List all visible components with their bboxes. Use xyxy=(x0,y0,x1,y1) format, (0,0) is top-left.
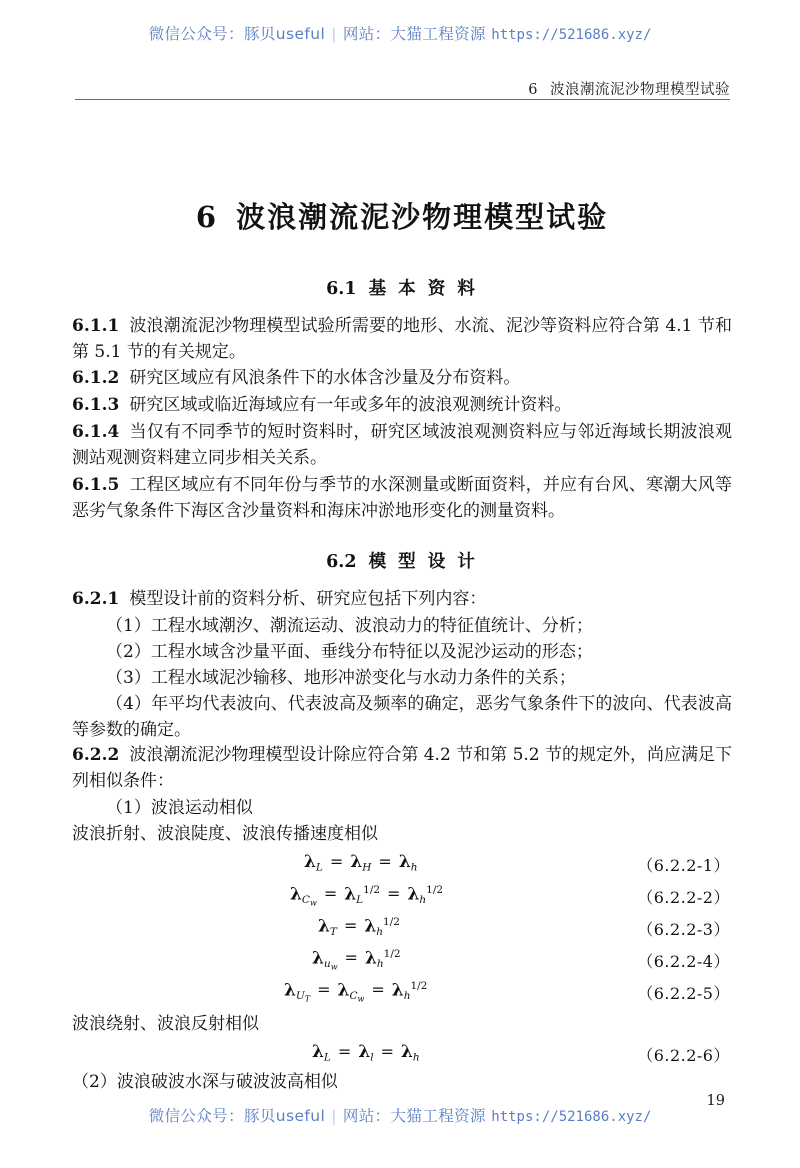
clause-6-1-4 xyxy=(72,420,732,472)
section-name-6-2: 模 型 设 计 xyxy=(368,552,478,573)
formula-6-2-2-2 xyxy=(72,880,732,912)
formula-number-6-2-2-1: （6.2.2-1） xyxy=(637,855,730,875)
section-name-6-1: 基 本 资 料 xyxy=(368,278,478,299)
formula-6-2-2-6 xyxy=(72,1038,732,1070)
clause-text-6-1-2: 研究区域应有风浪条件下的水体含沙量及分布资料。 xyxy=(129,368,521,389)
watermark-bottom xyxy=(0,1104,800,1126)
formula-number-6-2-2-4: （6.2.2-4） xyxy=(637,951,730,971)
watermark-site-label: 网站：大猫工程资源 xyxy=(342,1107,486,1125)
chapter-title-text: 波浪潮流泥沙物理模型试验 xyxy=(236,200,609,234)
watermark-site-label: 网站：大猫工程资源 xyxy=(342,25,486,43)
formula-number-6-2-2-5: （6.2.2-5） xyxy=(637,983,730,1003)
page-number: 19 xyxy=(706,1093,725,1109)
clause-6-1-1 xyxy=(72,314,732,366)
running-header-number: 6 xyxy=(528,82,538,98)
clause-number-6-1-1: 6.1.1 xyxy=(72,315,120,336)
clause-number-6-2-1: 6.2.1 xyxy=(72,589,120,610)
clause-6-1-5 xyxy=(72,473,732,525)
watermark-url: https://521686.xyz/ xyxy=(491,27,652,43)
section-number-6-1: 6.1 xyxy=(326,278,357,299)
clause-text-6-1-4: 当仅有不同季节的短时资料时，研究区域波浪观测资料应与邻近海域长期波浪观测站观测资料建立同步相关关系。 xyxy=(72,422,732,468)
clause-number-6-1-4: 6.1.4 xyxy=(72,422,120,443)
clause-6-2-2 xyxy=(72,743,732,795)
formula-6-2-2-5-body: $\lambda_{U_T} = \lambda_{C_w} = \lambda_h^{1/2}$ xyxy=(284,979,428,1003)
formula-6-2-2-4 xyxy=(72,944,732,976)
list-item: （3）工程水域泥沙输移、地形冲淤变化与水动力条件的关系； xyxy=(106,667,576,688)
chapter-number: 6 xyxy=(195,200,217,234)
clause-number-6-1-2: 6.1.2 xyxy=(72,368,120,389)
formula-6-2-2-1-body: $\lambda_L = \lambda_H = \lambda_h$ xyxy=(304,851,418,874)
clause-6-1-3 xyxy=(72,393,732,419)
subitem-2-label: （2）波浪破波水深与破波波高相似 xyxy=(72,1071,338,1092)
watermark-wechat-label: 微信公众号：豚贝useful xyxy=(148,1107,326,1125)
watermark-top xyxy=(0,22,800,44)
watermark-separator: | xyxy=(331,25,337,43)
chapter-title xyxy=(72,200,732,235)
clause-number-6-1-3: 6.1.3 xyxy=(72,395,120,416)
subitem-1-description: 波浪折射、波浪陡度、波浪传播速度相似 xyxy=(72,823,378,844)
formula-6-2-2-5 xyxy=(72,976,732,1008)
subitem-1-label: （1）波浪运动相似 xyxy=(106,798,253,819)
clause-6-2-1 xyxy=(72,587,732,613)
subitem-1-description-2: 波浪绕射、波浪反射相似 xyxy=(72,1013,259,1034)
clause-number-6-2-2: 6.2.2 xyxy=(72,745,120,766)
running-header-title: 波浪潮流泥沙物理模型试验 xyxy=(550,82,730,98)
watermark-separator: | xyxy=(331,1107,337,1125)
section-title-6-1 xyxy=(72,275,732,300)
watermark-wechat-label: 微信公众号：豚贝useful xyxy=(148,25,326,43)
header-rule xyxy=(75,99,730,100)
section-title-6-2 xyxy=(72,548,732,573)
formula-6-2-2-6-body: $\lambda_L = \lambda_l = \lambda_h$ xyxy=(312,1041,420,1063)
formula-number-6-2-2-2: （6.2.2-2） xyxy=(637,887,730,907)
list-item: （2）工程水域含沙量平面、垂线分布特征以及泥沙运动的形态； xyxy=(106,642,593,663)
list-item: （4）年平均代表波向、代表波高及频率的确定，恶劣气象条件下的波向、代表波高等参数的确定。 xyxy=(72,693,732,740)
section-number-6-2: 6.2 xyxy=(326,552,357,573)
watermark-url: https://521686.xyz/ xyxy=(491,1109,652,1125)
clause-6-1-2 xyxy=(72,366,732,392)
running-header xyxy=(75,78,730,99)
formula-6-2-2-2-body: $\lambda_{C_w} = \lambda_L^{1/2} = \lambda_h^{1/2}$ xyxy=(290,883,444,907)
clause-text-6-1-5: 工程区域应有不同年份与季节的水深测量或断面资料，并应有台风、寒潮大风等恶劣气象条件下海区含沙量资料和海床冲淤地形变化的测量资料。 xyxy=(72,474,732,521)
formula-6-2-2-1 xyxy=(72,848,732,880)
formula-6-2-2-3-body: $\lambda_T = \lambda_h^{1/2}$ xyxy=(318,915,400,938)
formula-number-6-2-2-6: （6.2.2-6） xyxy=(637,1045,730,1065)
list-item: （1）工程水域潮汐、潮流运动、波浪动力的特征值统计、分析； xyxy=(106,616,593,637)
clause-number-6-1-5: 6.1.5 xyxy=(72,474,120,495)
formula-6-2-2-4-body: $\lambda_{u_w} = \lambda_h^{1/2}$ xyxy=(312,947,401,971)
formula-6-2-2-3 xyxy=(72,912,732,944)
clause-text-6-1-3: 研究区域或临近海域应有一年或多年的波浪观测统计资料。 xyxy=(129,395,572,416)
clause-text-6-1-1: 波浪潮流泥沙物理模型试验所需要的地形、水流、泥沙等资料应符合第 4.1 节和第 5.1 节的有关规定。 xyxy=(72,315,732,362)
clause-text-6-2-2: 波浪潮流泥沙物理模型设计除应符合第 4.2 节和第 5.2 节的规定外，尚应满足下列相似条件： xyxy=(72,745,733,792)
clause-text-6-2-1: 模型设计前的资料分析、研究应包括下列内容： xyxy=(129,589,487,610)
formula-number-6-2-2-3: （6.2.2-3） xyxy=(637,919,730,939)
page-content xyxy=(72,200,732,1095)
